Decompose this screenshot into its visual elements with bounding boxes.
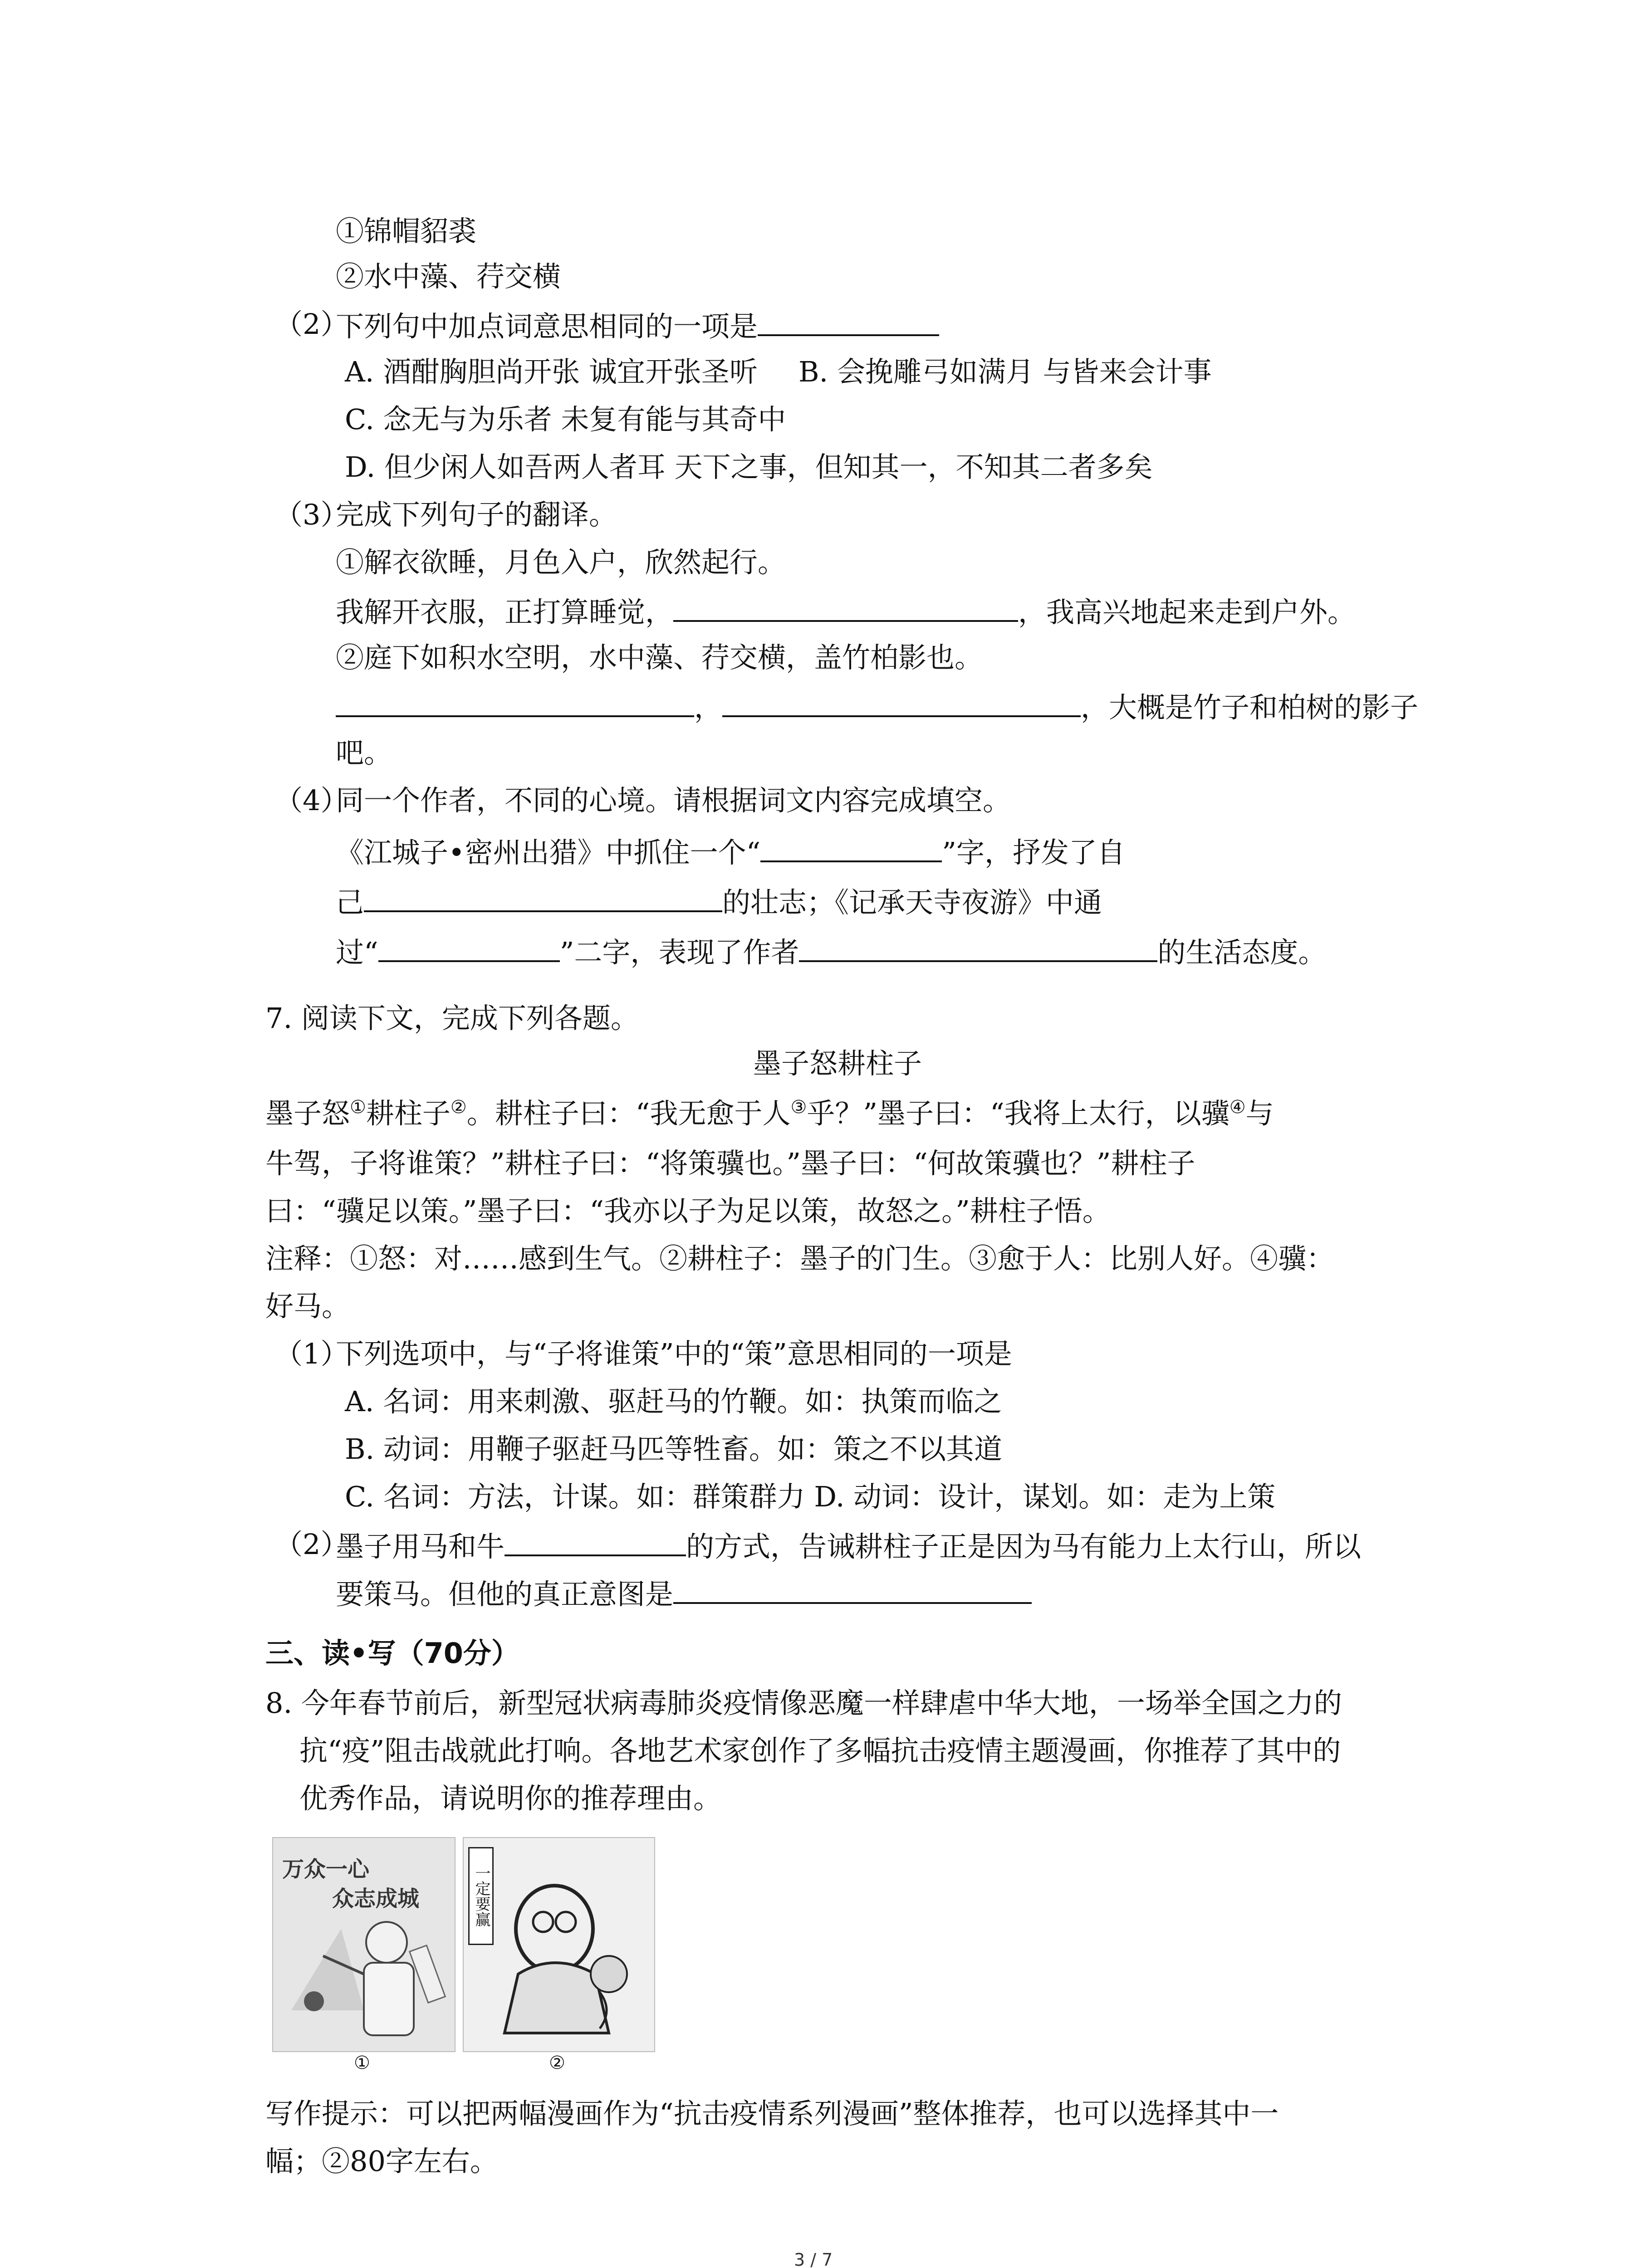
- q6-2-stem: [336, 306, 939, 345]
- q6-item-a: ①锦帽貂裘: [336, 215, 477, 248]
- q6-4-l2: [336, 882, 1102, 921]
- q7-2-l1b: 的方式，告诫耕柱子正是因为马有能力上太行山，所以: [686, 1530, 1362, 1563]
- q6-2-label: （2）: [274, 308, 349, 341]
- q6-3-t2b: ，大概是竹子和柏树的影子: [1081, 691, 1419, 724]
- q7-1-optCD: C. 名词：方法，计谋。如：群策群力 D. 动词：设计，谋划。如：走为上策: [345, 1480, 1276, 1513]
- passage-title: 墨子怒耕柱子: [753, 1047, 922, 1080]
- q6-4-l2b: 的壮志；《记承天寺夜游》中通: [722, 886, 1102, 919]
- q6-2-optD: D. 但少闲人如吾两人者耳 天下之事，但知其一，不知其二者多矣: [345, 450, 1153, 484]
- answer-blank[interactable]: [505, 1526, 686, 1556]
- passage-text: 耕柱子: [366, 1097, 451, 1130]
- section-heading: 三、读•写（70分）: [265, 1637, 519, 1670]
- q6-3-label: （3）: [274, 498, 349, 531]
- q8-line-2: 抗“疫”阻击战就此打响。各地艺术家创作了多幅抗击疫情主题漫画，你推荐了其中的: [299, 1734, 1341, 1767]
- q7-1-stem: 下列选项中，与“子将谁策”中的“策”意思相同的一项是: [336, 1337, 1012, 1370]
- q6-2-stem-text: 下列句中加点词意思相同的一项是: [336, 310, 758, 343]
- q6-4-stem: 同一个作者，不同的心境。请根据词文内容完成填空。: [336, 784, 1011, 817]
- q6-4-l2a: 己: [336, 886, 364, 919]
- q7-2-l2a: 要策马。但他的真正意图是: [336, 1578, 674, 1611]
- passage-text: 乎？”墨子曰：“我将上太行，以骥: [807, 1097, 1230, 1130]
- q6-2-optC: C. 念无与为乐者 未复有能与其奇中: [345, 403, 786, 436]
- answer-blank[interactable]: [673, 1574, 1032, 1604]
- q8-hint-1: 写作提示：可以把两幅漫画作为“抗击疫情系列漫画”整体推荐，也可以选择其中一: [265, 2097, 1279, 2130]
- q6-4-l3b: ”二字，表现了作者: [559, 936, 799, 969]
- q8-line-3: 优秀作品，请说明你的推荐理由。: [299, 1782, 722, 1815]
- q8-hint-2: 幅；②80字左右。: [265, 2145, 498, 2178]
- q6-4-l1b: ”字，抒发了自: [942, 836, 1125, 869]
- passage-text: 与: [1245, 1097, 1274, 1130]
- answer-blank[interactable]: [722, 687, 1081, 717]
- q7-2-l1a: 墨子用马和牛: [336, 1530, 505, 1563]
- passage-note-2: 好马。: [265, 1290, 350, 1323]
- cartoon-2-image: [463, 1837, 655, 2052]
- q7-2-line-1: [336, 1526, 1361, 1565]
- q6-3-s1: ①解衣欲睡，月色入户，欣然起行。: [336, 546, 786, 579]
- q6-4-label: （4）: [274, 784, 349, 817]
- q6-3-t1b: ，我高兴地起来走到户外。: [1018, 596, 1356, 629]
- q7-1-label: （1）: [274, 1337, 349, 1370]
- q7-1-optA: A. 名词：用来刺激、驱赶马的竹鞭。如：执策而临之: [345, 1385, 1002, 1418]
- passage-line-1: [265, 1095, 1274, 1132]
- answer-blank[interactable]: [336, 687, 694, 717]
- q6-4-l1: [336, 832, 1125, 871]
- answer-blank[interactable]: [378, 932, 560, 962]
- cartoon-2-caption: ②: [549, 2053, 565, 2073]
- q6-2-optB: B. 会挽雕弓如满月 与皆来会计事: [798, 355, 1212, 388]
- passage-line-2: 牛驾，子将谁策？”耕柱子曰：“将策骥也。”墨子曰：“何故策骥也？”耕柱子: [265, 1147, 1195, 1180]
- q7-number: 7. 阅读下文，完成下列各题。: [265, 1002, 639, 1035]
- answer-blank[interactable]: [760, 832, 942, 862]
- passage-note-1: 注释：①怒：对……感到生气。②耕柱子：墨子的门生。③愈于人：比别人好。④骥：: [265, 1242, 1335, 1275]
- q7-2-line-2: [336, 1574, 1032, 1613]
- passage-text: 。耕柱子曰：“我无愈于人: [466, 1097, 791, 1130]
- q6-item-b: ②水中藻、荇交横: [336, 260, 561, 293]
- answer-blank[interactable]: [364, 882, 722, 912]
- q8-line-1: 8. 今年春节前后，新型冠状病毒肺炎疫情像恶魔一样肆虐中华大地，一场举全国之力的: [265, 1686, 1342, 1720]
- answer-blank[interactable]: [799, 932, 1157, 962]
- q6-4-l3a: 过“: [336, 936, 378, 969]
- passage-line-3: 曰：“骥足以策。”墨子曰：“我亦以子为足以策，故怒之。”耕柱子悟。: [265, 1194, 1111, 1227]
- q6-3-s2: ②庭下如积水空明，水中藻、荇交横，盖竹柏影也。: [336, 641, 983, 674]
- q6-2-optA: A. 酒酣胸胆尚开张 诚宜开张圣听: [345, 355, 758, 388]
- cartoon-1-title-2: 众志成城: [332, 1886, 420, 1911]
- q6-4-l1a: 《江城子•密州出猎》中抓住一个“: [336, 836, 761, 869]
- q6-3-stem: 完成下列句子的翻译。: [336, 498, 617, 531]
- q6-3-t1: [336, 592, 1356, 631]
- answer-blank[interactable]: [673, 592, 1018, 622]
- passage-text: 墨子怒: [265, 1097, 350, 1130]
- footnote-marker: ②: [450, 1097, 467, 1118]
- answer-blank[interactable]: [758, 306, 939, 336]
- footnote-marker: ④: [1229, 1097, 1246, 1118]
- footnote-marker: ①: [350, 1097, 366, 1118]
- q7-1-optB: B. 动词：用鞭子驱赶马匹等牲畜。如：策之不以其道: [345, 1432, 1002, 1466]
- cartoon-1-caption: ①: [354, 2053, 370, 2073]
- q6-4-l3: [336, 932, 1326, 971]
- cartoon-2-banner: 一定要赢: [468, 1847, 494, 1945]
- q7-2-label: （2）: [274, 1528, 349, 1561]
- q6-3-t1a: 我解开衣服，正打算睡觉，: [336, 596, 674, 629]
- q6-4-l3c: 的生活态度。: [1157, 936, 1327, 969]
- q6-3-t2c: 吧。: [336, 736, 392, 769]
- footnote-marker: ③: [790, 1097, 807, 1118]
- page-number: 3 / 7: [794, 2250, 833, 2268]
- q6-3-t2: [336, 687, 1418, 726]
- q6-3-t2a: ，: [694, 691, 723, 724]
- cartoon-1-title-1: 万众一心: [282, 1857, 370, 1882]
- cartoon-1-image: [272, 1837, 456, 2052]
